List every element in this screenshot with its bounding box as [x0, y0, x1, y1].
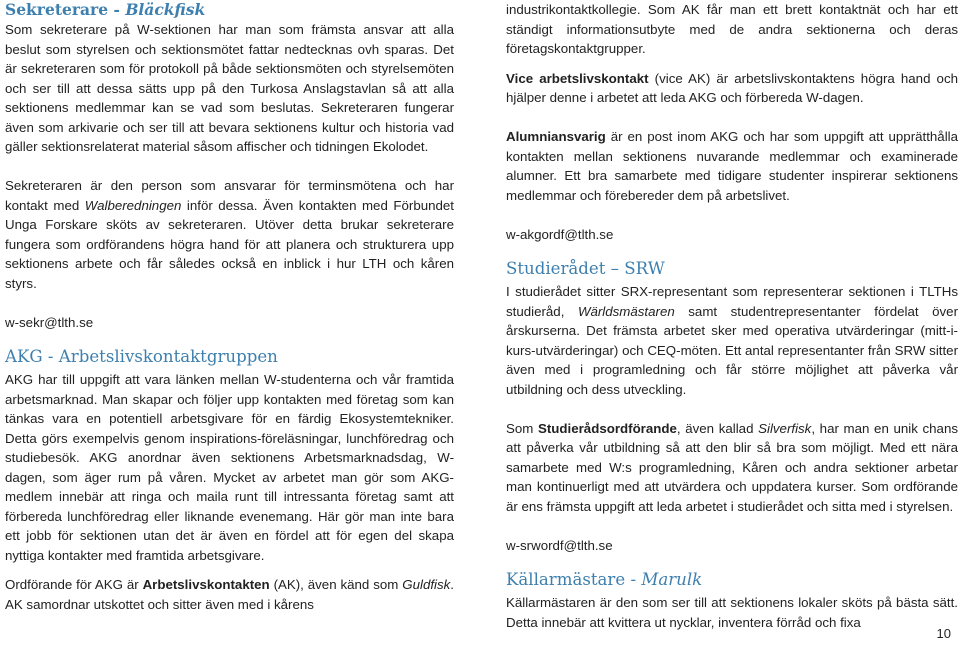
heading-nickname: Marulk — [641, 570, 703, 589]
paragraph: AKG har till uppgift att vara länken mellan W-studenterna och vår framtida arbetsmarknad. Man skapar och följer upp kontakten med företag som kan tänkas vara en potentiell arbetsgivare för en färdig Ekosystemtekniker. Detta görs exempelvis genom inspirations-föreläsningar, lunchföredrag och studiebesök. AKG anordnar även sektionens Arbetsmarknadsdag, W-dagen, som äger rum på våren. Mycket av arbetet man gör som AKG-medlem innebär att ringa och maila runt till intressanta företag samt att förbereda lunchföredrag eller liknande evenemang. Här gör man inte bara ett jobb för sektionen utan det är även en fördel att för egen del skapa nyttiga kontakter med framtida arbetsgivare. — [5, 372, 454, 563]
paragraph: Ordförande för AKG är Arbetslivskontakten (AK), även känd som Guldfisk. AK samordnar utskottet och sitter även med i kårens — [5, 577, 454, 612]
section-heading-srw: Studierådet – SRW — [506, 259, 665, 278]
heading-nickname: Bläckfisk — [125, 0, 206, 19]
paragraph: I studierådet sitter SRX-representant som representerar sektionen i TLTHs studieråd, Wärldsmästaren samt studentrepresentanter fördelat över årskurserna. Det främsta arbetet sker med operativa utvärderingar (mitt-i-kurs-utvärderingar) och CEQ-möten. Ett antal representanter från SRW sitter även med i programledning och får större möjlighet att påverka vår utbildning och dess utveckling. — [506, 284, 958, 397]
paragraph: Vice arbetslivskontakt (vice AK) är arbetslivskontaktens högra hand och hjälper denne i arbetet att leda AKG och förbereda W-dagen. — [506, 70, 958, 105]
section-heading-kallarmastare — [506, 569, 958, 591]
paragraph: Alumniansvarig är en post inom AKG och har som uppgift att upprätthålla kontakten mellan sektionens nuvarande medlemmar och examinerade alumner. Ett bra samarbete med tidigare studenter inspirerar sektionens medlemmar och förebereder dem på arbetslivet. — [506, 129, 958, 203]
right-column — [506, 0, 958, 632]
heading-text: Sekreterare - — [5, 0, 126, 19]
paragraph: Sekreteraren är den person som ansvarar för terminsmötena och har kontakt med Walberedningen inför dessa. Även kontakten med Förbundet Unga Forskare sköts av sekreteraren. Utöver detta brukar sekreterare fungera som ordförandens högra hand för att planera och strukturera upp sektionens arbete och får således också en inblick i hur LTH och kåren styrs. — [5, 178, 454, 291]
paragraph: industrikontaktkollegie. Som AK får man ett brett kontaktnät och har ett ständigt informationsutbyte med de andra sektionerna och deras företagskontaktgrupper. — [506, 2, 958, 56]
paragraph: Källarmästaren är den som ser till att sektionens lokaler sköts på bästa sätt. Detta innebär att kvittera ut nycklar, inventera förråd och fixa — [506, 595, 958, 630]
left-column — [5, 0, 454, 614]
heading-text: Källarmästare - — [506, 570, 642, 589]
section-heading-sekreterare — [5, 0, 454, 20]
page-number: 10 — [936, 626, 951, 641]
section-heading-akg: AKG - Arbetslivskontaktgruppen — [5, 347, 278, 366]
email-address: w-akgordf@tlth.se — [506, 226, 614, 242]
paragraph: Som Studierådsordförande, även kallad Silverfisk, har man en unik chans att påverka vår utbildning så att den blir så bra som möjligt. Med ett nära samarbete med W:s programledning, Kåren och andra sektioner arbetar man kontinuerligt med att utvärdera och uppdatera kurser. Som ordförande är ens främsta uppgift att leda arbetet i studierådet och sitta med i styrelsen. — [506, 420, 959, 514]
paragraph: Som sekreterare på W-sektionen har man som främsta ansvar att alla beslut som styrelsen och sektionsmötet fattar nedtecknas ovh sparas. Det är sekreteraren som för protokoll på både sektionsmöten och styrelsemöten och ser till att dessa sätts upp på den Turkosa Anslagstavlan så att alla sektionens medlemmar kan se vad som beslutas. Sekreteraren fungerar även som arkivarie och ser till att bevara sektionens kultur och historia vad gäller sektionsrelaterat material såsom affischer och tidningen Ekolodet. — [5, 22, 454, 154]
email-address: w-sekr@tlth.se — [5, 314, 94, 330]
email-address: w-srwordf@tlth.se — [506, 537, 613, 553]
